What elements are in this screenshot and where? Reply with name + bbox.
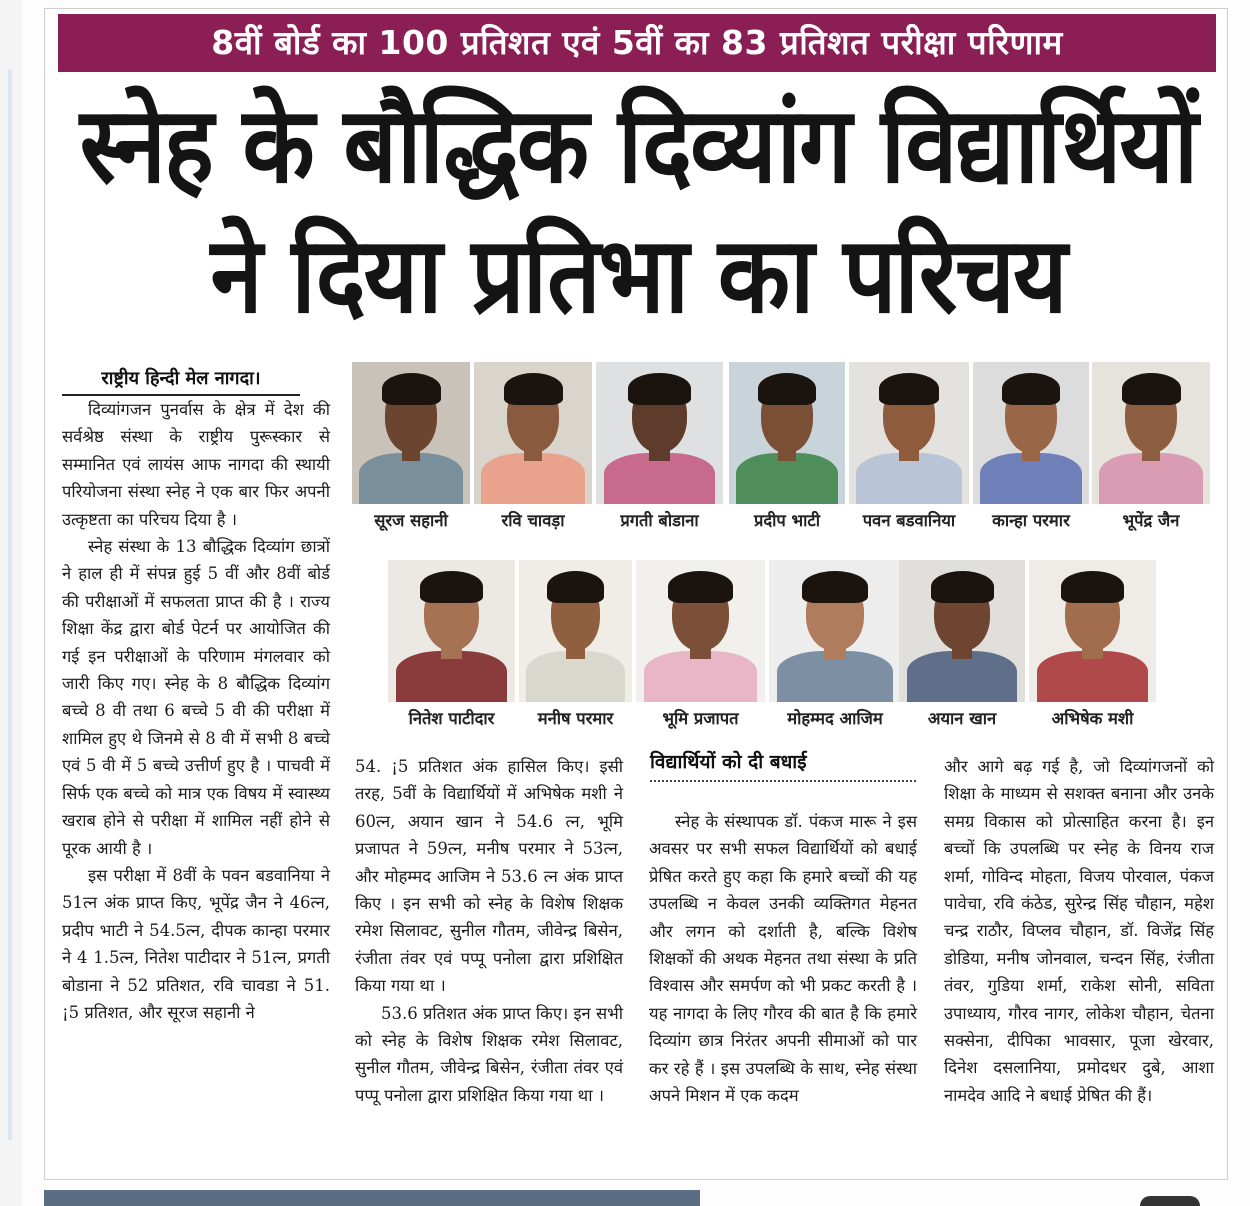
next-article-fragment [1140,1196,1200,1206]
photo-caption: मोहम्मद आजिम [787,709,883,728]
paragraph: 53.6 प्रतिशत अंक प्राप्त किए। इन सभी को स्नेह के विशेष शिक्षक रमेश सिलावट, सुनील गौतम, जीवेन्द्र बिसेन, रंजीता तंवर एवं पप्पू पनोला द्वारा प्रशिक्षित किया गया था । [355,1003,623,1105]
paragraph: दिव्यांगजन पुनर्वास के क्षेत्र में देश की सर्वश्रेष्ठ संस्था के राष्ट्रीय पुरूस्कार से सम्मानित एवं लायंस आफ नागदा की स्थायी परियोजना संस्था स्नेह ने एक बार फिर अपनी उत्कृष्टता का परिचय दिया है । [62,400,330,529]
student-photo [849,362,969,504]
paragraph: स्नेह संस्था के 13 बौद्धिक दिव्यांग छात्रों ने हाल ही में संपन्न हुई 5 वीं और 8वीं बोर्ड की परीक्षाओं में सफलता प्राप्त की है । राज्य शिक्षा केंद्र द्वारा बोर्ड पेटर्न पर आयोजित की गई इन परीक्षाओं के परिणाम मंगलवार को जारी किए गए। स्नेह के 8 बौद्धिक दिव्यांग बच्चे 8 वी तथा 6 बच्चे 5 वी की परीक्षा में शामिल हुए थे जिनमे से 8 वी में सभी 8 बच्चे एवं 5 वी में 5 बच्चे उत्तीर्ण हुए है । पाचवी में सिर्फ एक बच्चे को मात्र एक विषय में स्वास्थ्य खराब होने से परीक्षा में शामिल नहीं होने से पूरक आयी है । [62,537,330,858]
photo-caption: प्रगती बोडाना [620,511,699,530]
student-photo [596,362,723,504]
article-column-4 [944,753,1214,1109]
paragraph: स्नेह के संस्थापक डॉ. पंकज मारू ने इस अवसर पर सभी सफल विद्यार्थियों को बधाई प्रेषित करते हुए कहा कि हमारे बच्चों की यह उपलब्धि न केवल उनकी व्यक्तिगत मेहनत और लगन को दर्शाती है, बल्कि विशेष शिक्षकों की अथक मेहनत तथा संस्था के प्रति विश्वास और समर्पण को भी प्रकट करती है । यह नागदा के लिए गौरव की बात है कि हमारे दिव्यांग छात्र निरंतर अपनी सीमाओं को पार कर रहे हैं । इस उपलब्धि के साथ, स्नेह संस्था अपने मिशन में एक कदम [649,812,917,1106]
photo-hair [628,373,692,404]
left-edge-line [8,70,12,1140]
photo-caption: नितेश पाटीदार [408,709,495,728]
student-photo [474,362,592,504]
student-photo [352,362,470,504]
photo-hair [758,373,816,404]
photo-caption: कान्हा परमार [992,511,1070,530]
article-column-1 [62,396,330,1026]
student-photo [1092,362,1210,504]
photo-caption: मनीष परमार [537,709,614,728]
student-photo [899,560,1025,702]
photo-hair [931,571,994,602]
paragraph: और आगे बढ़ गई है, जो दिव्यांगजनों को शिक्षा के माध्यम से सशक्त बनाना और उनके समग्र विकास को प्रोत्साहित करना है। इन बच्चों कि उपलब्धि पर स्नेह के विनय राज शर्मा, गोविन्द मोहता, विजय पोरवाल, पंकज पावेचा, रवि कंठेड, सुरेन्द्र सिंह चौहान, महेश चन्द्र राठौर, विप्लव चौहान, डॉ. विजेंद्र सिंह डोडिया, मनीष जोनवाल, चन्दन सिंह, रंजीता तंवर, गुडिया शर्मा, राकेश सोनी, सविता उपाध्याय, गौरव नागर, लोकेश चौहान, चेतना सक्सेना, दीपिका भावसार, पूजा खेरवार, दिनेश दसलानिया, प्रमोदधर दुबे, आशा नामदेव आदि ने बधाई प्रेषित की हैं। [944,757,1214,1105]
photo-caption: रवि चावड़ा [501,511,565,530]
photo-hair [504,373,563,404]
photo-hair [1061,571,1125,602]
photo-hair [382,373,441,404]
article-column-3 [649,808,917,1109]
student-photo [519,560,632,702]
top-banner: 8वीं बोर्ड का 100 प्रतिशत एवं 5वीं का 83 प्रतिशत परीक्षा परिणाम [58,14,1216,72]
photo-hair [1002,373,1060,404]
photo-caption: अयान खान [927,709,997,728]
photo-hair [547,571,604,602]
photo-caption: भूमि प्रजापत [662,709,739,728]
student-photo [769,560,901,702]
headline-line-2: ने दिया प्रतिभा का परिचय [210,215,1066,338]
photo-hair [420,571,484,602]
paragraph: 54. ¡5 प्रतिशत अंक हासिल किए। इसी तरह, 5वीं के विद्यार्थियों में अभिषेक मशी ने 60त्न, अयान खान ने 54.6 त्न, भूमि प्रजापत ने 59त्न, मनीष परमार ने 53त्न, और मोहम्मद आजिम ने 53.6 त्न अंक प्राप्त किए । इन सभी को स्नेह के विशेष शिक्षक रमेश सिलावट, सुनील गौतम, जीवेन्द्र बिसेन, रंजीता तंवर एवं पप्पू पनोला द्वारा प्रशिक्षित किया गया था । [355,757,623,996]
photo-caption: सूरज सहानी [374,511,448,530]
subheading: विद्यार्थियों को दी बधाई [650,748,916,782]
student-photo [636,560,765,702]
photo-hair [668,571,733,602]
article-column-2 [355,753,623,1109]
student-photo [1029,560,1156,702]
headline-line-1: स्नेह के बौद्धिक दिव्यांग विद्यार्थियों [79,85,1197,208]
photo-caption: भूपेंद्र जैन [1122,511,1180,530]
photo-hair [802,571,868,602]
photo-caption: प्रदीप भाटी [753,511,820,530]
left-edge-strip [0,0,22,1206]
byline: राष्ट्रीय हिन्दी मेल नागदा। [62,366,300,396]
next-article-photo-strip [44,1190,700,1206]
photo-hair [1122,373,1181,404]
paragraph: इस परीक्षा में 8वीं के पवन बडवानिया ने 51त्न अंक प्राप्त किए, भूपेंद्र जैन ने 46त्न, प्रदीप भाटी ने 54.5त्न, दीपक कान्हा परमार ने 4 1.5त्न, नितेश पाटीदार ने 51त्न, प्रगती बोडाना ने 52 प्रतिशत, रवि चावडा ने 51. ¡5 प्रतिशत, और सूरज सहानी ने [62,865,330,1022]
photo-caption: अभिषेक मशी [1051,709,1134,728]
photo-hair [879,373,939,404]
student-photo [388,560,515,702]
student-photo [973,362,1089,504]
photo-caption: पवन बडवानिया [862,511,956,530]
student-photo [729,362,845,504]
